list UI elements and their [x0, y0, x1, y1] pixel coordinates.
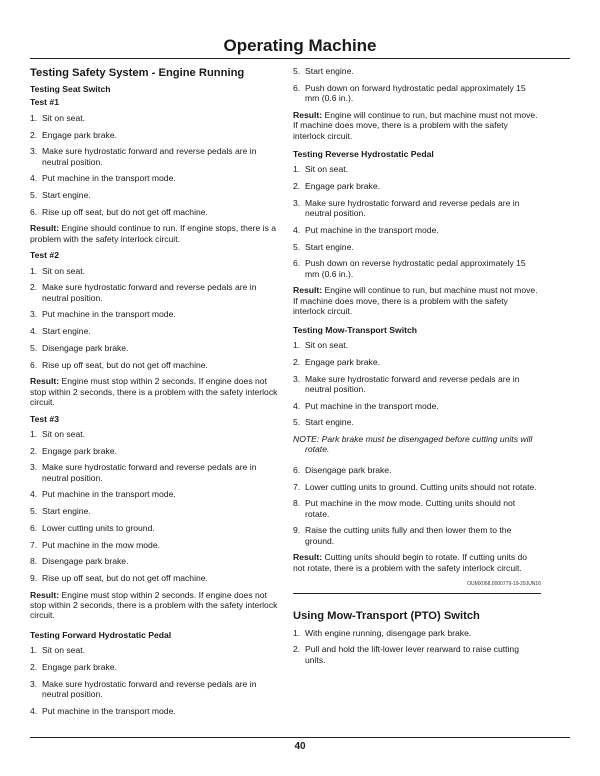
step-text: Disengage park brake.: [42, 342, 129, 353]
step-text: Make sure hydrostatic forward and reverse pedals are in neutral position.: [42, 146, 257, 167]
list-item: [293, 164, 541, 174]
reverse-pedal-result: Result: Engine will continue to run, but machine must not move. If machine does move, there is a problem with the safety interlock circuit.: [293, 285, 538, 317]
step-number: 4.: [293, 400, 301, 411]
list-item: [293, 225, 541, 235]
step-text: Start engine.: [42, 326, 91, 337]
list-item: [293, 525, 541, 546]
list-item: [30, 360, 282, 370]
list-item: [30, 173, 282, 183]
list-item: [30, 309, 282, 319]
subheading-seat-switch: Testing Seat Switch: [30, 84, 111, 94]
step-number: 1.: [30, 645, 38, 656]
step-text: Engage park brake.: [305, 181, 381, 192]
step-number: 1.: [30, 265, 38, 276]
step-number: 6.: [30, 522, 38, 533]
heading-test-1: Test #1: [30, 97, 59, 108]
list-item: [293, 628, 541, 638]
list-item: [293, 242, 541, 252]
step-number: 4.: [293, 224, 301, 235]
step-text: Push down on reverse hydrostatic pedal approximately 15 mm (0.6 in.).: [305, 258, 526, 279]
list-item: [293, 198, 541, 219]
step-number: 5.: [30, 342, 38, 353]
step-number: 7.: [30, 539, 38, 550]
step-text: Make sure hydrostatic forward and reverse pedals are in neutral position.: [305, 197, 520, 219]
step-text: Put machine in the mow mode.: [42, 539, 160, 550]
list-item: [30, 207, 282, 217]
step-text: Put machine in the transport mode.: [42, 173, 176, 184]
step-text: Make sure hydrostatic forward and reverse pedals are in neutral position.: [42, 462, 257, 483]
forward-pedal-result: Result: Engine will continue to run, but machine must not move. If machine does move, there is a problem with the safety interlock circuit.: [293, 109, 538, 141]
footer-divider: [30, 737, 570, 738]
list-item: [30, 573, 282, 583]
step-number: 8.: [293, 498, 301, 509]
step-text: Start engine.: [305, 241, 354, 252]
list-item: [30, 662, 282, 672]
list-item: [293, 181, 541, 191]
step-number: 1.: [293, 164, 301, 175]
step-number: 6.: [293, 258, 301, 269]
list-item: [30, 523, 282, 533]
step-number: 4.: [30, 705, 38, 716]
step-text: Make sure hydrostatic forward and reverse pedals are in neutral position.: [305, 373, 520, 394]
step-number: 5.: [293, 66, 301, 76]
list-item: [30, 679, 282, 700]
mow-transport-steps-b: [293, 465, 541, 546]
step-text: Put machine in the transport mode.: [42, 489, 176, 500]
step-text: Put machine in the mow mode. Cutting units should not rotate.: [305, 498, 516, 519]
section-end-divider: [293, 593, 541, 594]
step-number: 2.: [30, 445, 38, 456]
list-item: [30, 556, 282, 566]
step-number: 5.: [293, 417, 301, 428]
step-number: 4.: [30, 326, 38, 337]
step-number: 1.: [293, 627, 301, 638]
reference-code: OUMX068,0000779-19-29JUN16: [467, 581, 541, 588]
step-text: Start engine.: [305, 417, 354, 428]
reverse-pedal-steps: [293, 164, 541, 279]
park-brake-note: NOTE: Park brake must be disengaged before cutting units will rotate.: [293, 434, 533, 455]
step-number: 5.: [30, 190, 38, 201]
list-item: [30, 462, 282, 483]
list-item: [30, 130, 282, 140]
test-3-result: Result: Engine must stop within 2 seconds. If engine does not stop within 2 seconds, there is a problem with the safety interlock circuit.: [30, 589, 278, 621]
step-text: Make sure hydrostatic forward and reverse pedals are in neutral position.: [42, 678, 257, 700]
list-item: [293, 83, 541, 104]
step-text: Rise up off seat, but do not get off machine.: [42, 359, 208, 370]
step-number: 2.: [30, 129, 38, 140]
step-text: Start engine.: [42, 506, 91, 517]
test-1-result: Result: Engine should continue to run. If engine stops, there is a problem with the safety interlock circuit.: [30, 223, 277, 244]
subheading-forward-pedal: Testing Forward Hydrostatic Pedal: [30, 629, 172, 640]
step-text: Push down on forward hydrostatic pedal approximately 15 mm (0.6 in.).: [305, 82, 526, 104]
step-text: With engine running, disengage park brake.: [305, 627, 472, 638]
list-item: [293, 417, 541, 427]
list-item: [30, 113, 282, 123]
step-number: 1.: [293, 340, 301, 351]
list-item: [30, 146, 282, 167]
step-number: 3.: [30, 678, 38, 689]
list-item: [30, 326, 282, 336]
list-item: [293, 498, 541, 519]
list-item: [30, 506, 282, 516]
mow-transport-result: Result: Cutting units should begin to rotate. If cutting units do not rotate, there is a problem with the safety interlock circuit.: [293, 552, 528, 573]
step-text: Sit on seat.: [305, 164, 348, 175]
step-text: Disengage park brake.: [305, 464, 392, 475]
step-number: 6.: [30, 206, 38, 217]
list-item: [30, 282, 282, 303]
left-column: [30, 64, 282, 722]
forward-pedal-steps: [30, 645, 282, 716]
list-item: [30, 446, 282, 456]
step-number: 2.: [30, 661, 38, 672]
subheading-reverse-pedal: Testing Reverse Hydrostatic Pedal: [293, 149, 434, 160]
step-text: Sit on seat.: [42, 265, 85, 276]
list-item: [293, 340, 541, 350]
step-number: 9.: [293, 525, 301, 536]
section-title-safety-engine-running: Testing Safety System - Engine Running: [30, 67, 245, 79]
step-number: 6.: [30, 359, 38, 370]
step-number: 2.: [293, 181, 301, 192]
list-item: [293, 401, 541, 411]
step-text: Sit on seat.: [42, 428, 85, 439]
step-number: 6.: [293, 464, 301, 475]
test-2-result: Result: Engine must stop within 2 seconds. If engine does not stop within 2 seconds, there is a problem with the safety interlock circuit.: [30, 376, 278, 408]
list-item: [293, 357, 541, 367]
list-item: [293, 374, 541, 395]
list-item: [293, 66, 541, 76]
step-text: Start engine.: [42, 190, 91, 201]
step-number: 4.: [30, 173, 38, 184]
list-item: [30, 343, 282, 353]
test-1-steps: [30, 113, 282, 217]
step-text: Engage park brake.: [42, 661, 118, 672]
list-item: [30, 706, 282, 716]
subheading-mow-transport-switch: Testing Mow-Transport Switch: [293, 324, 417, 335]
list-item: [30, 429, 282, 439]
step-text: Disengage park brake.: [42, 556, 129, 567]
list-item: [293, 465, 541, 475]
list-item: [293, 258, 541, 279]
step-text: Engage park brake.: [42, 129, 118, 140]
step-text: Raise the cutting units fully and then lower them to the ground.: [305, 525, 512, 546]
step-number: 6.: [293, 82, 301, 93]
section-title-pto-switch: Using Mow-Transport (PTO) Switch: [293, 609, 480, 622]
step-number: 7.: [293, 481, 301, 492]
step-number: 8.: [30, 556, 38, 567]
step-text: Rise up off seat, but do not get off machine.: [42, 572, 208, 583]
title-divider: [30, 58, 570, 59]
step-number: 1.: [30, 112, 38, 123]
right-column: [293, 64, 541, 671]
step-number: 3.: [293, 373, 301, 384]
pto-steps: [293, 628, 541, 666]
forward-pedal-steps-continued: [293, 66, 541, 104]
step-text: Rise up off seat, but do not get off machine.: [42, 206, 208, 217]
list-item: [30, 190, 282, 200]
page-title: Operating Machine: [223, 36, 377, 55]
test-3-steps: [30, 429, 282, 583]
step-text: Pull and hold the lift-lower lever rearward to raise cutting units.: [305, 644, 519, 665]
step-number: 2.: [30, 282, 38, 293]
step-number: 9.: [30, 572, 38, 583]
list-item: [30, 645, 282, 655]
step-number: 3.: [30, 146, 38, 157]
list-item: [293, 482, 541, 492]
step-text: Engage park brake.: [305, 356, 381, 367]
step-text: Sit on seat.: [305, 340, 348, 351]
step-text: Put machine in the transport mode.: [305, 224, 439, 235]
step-number: 3.: [30, 309, 38, 320]
step-number: 4.: [30, 489, 38, 500]
step-number: 2.: [293, 644, 301, 655]
step-text: Put machine in the transport mode.: [42, 309, 176, 320]
heading-test-3: Test #3: [30, 413, 59, 424]
step-text: Lower cutting units to ground.: [42, 522, 155, 533]
list-item: [30, 540, 282, 550]
list-item: [30, 266, 282, 276]
step-text: Engage park brake.: [42, 445, 118, 456]
step-text: Put machine in the transport mode.: [42, 705, 176, 716]
step-text: Sit on seat.: [42, 112, 85, 123]
list-item: [293, 644, 541, 665]
step-number: 3.: [30, 462, 38, 473]
heading-test-2: Test #2: [30, 250, 59, 261]
page-number: 40: [294, 741, 306, 752]
step-number: 2.: [293, 356, 301, 367]
step-text: Start engine.: [305, 66, 354, 76]
step-text: Lower cutting units to ground. Cutting units should not rotate.: [305, 481, 537, 492]
step-number: 1.: [30, 428, 38, 439]
list-item: [30, 489, 282, 499]
mow-transport-steps-a: [293, 340, 541, 428]
test-2-steps: [30, 266, 282, 370]
step-text: Make sure hydrostatic forward and reverse pedals are in neutral position.: [42, 282, 257, 303]
step-number: 5.: [293, 241, 301, 252]
step-text: Sit on seat.: [42, 645, 85, 656]
step-number: 5.: [30, 506, 38, 517]
step-text: Put machine in the transport mode.: [305, 400, 439, 411]
step-number: 3.: [293, 197, 301, 208]
